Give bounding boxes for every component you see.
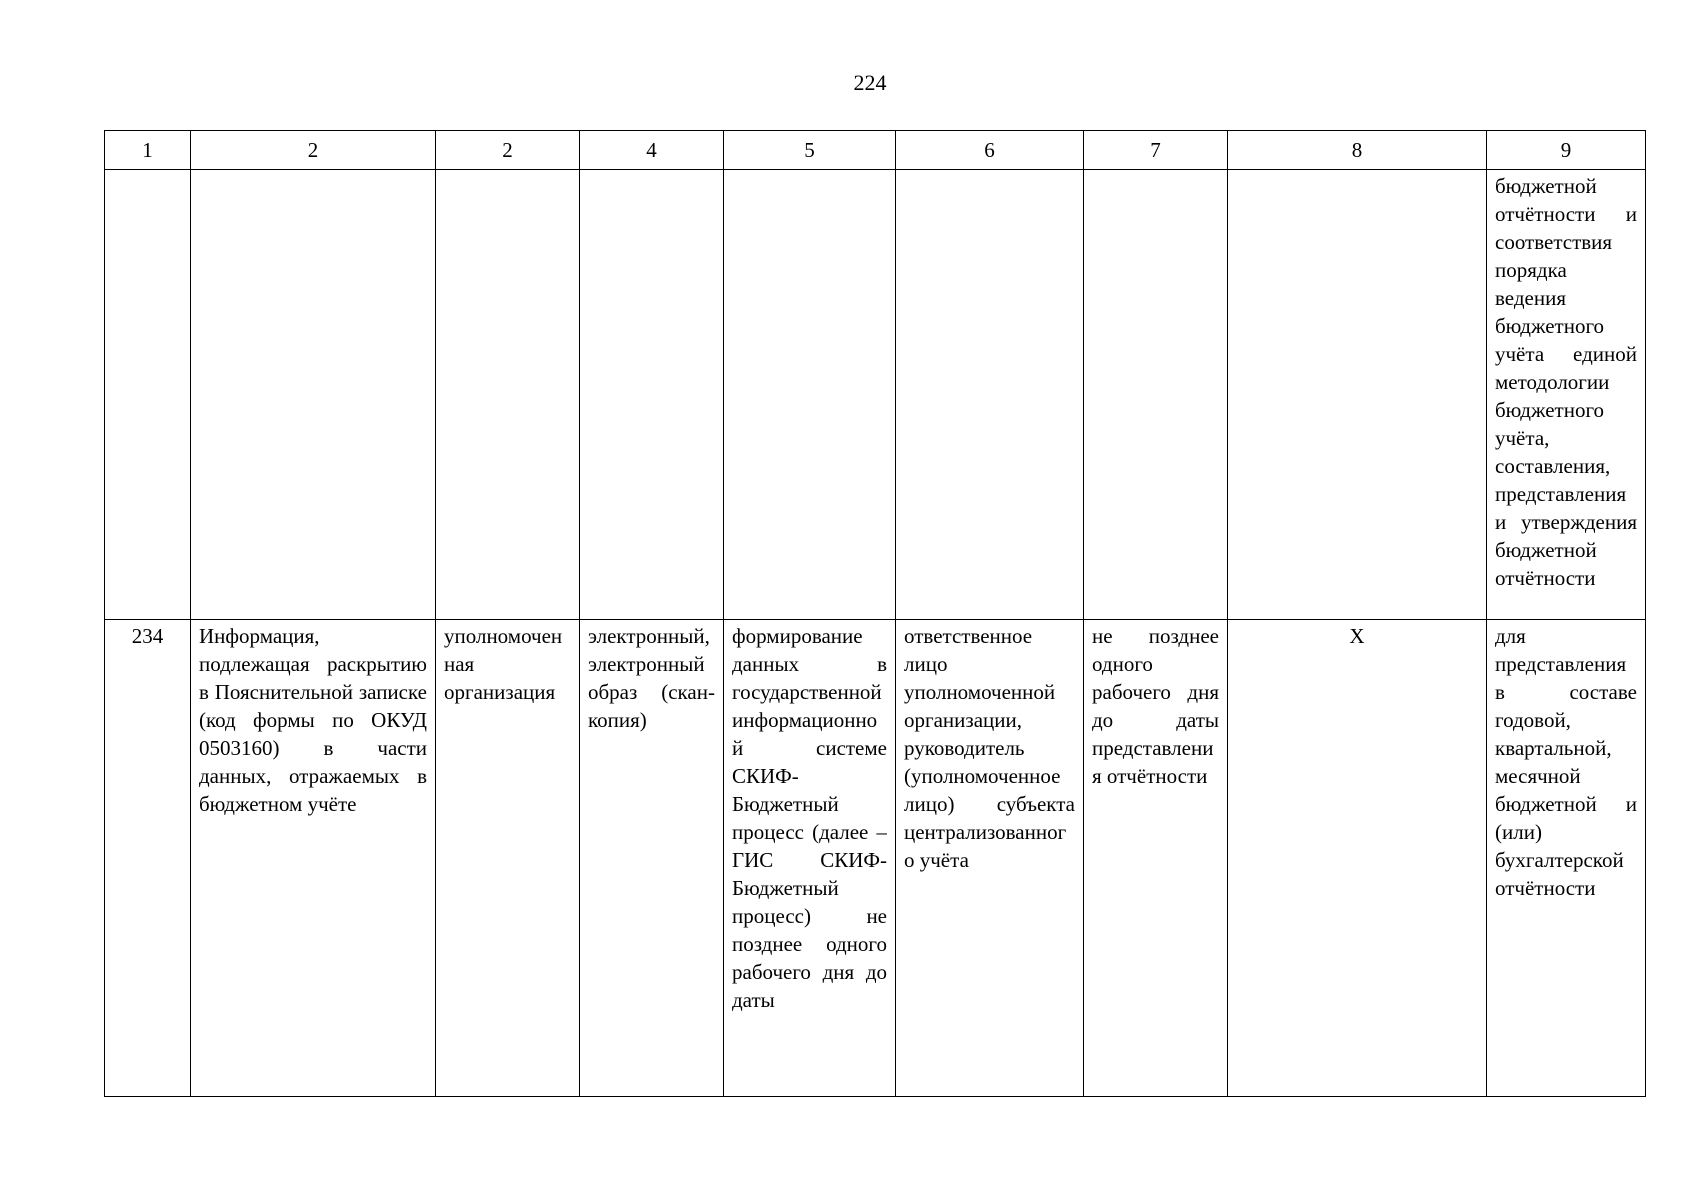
cell-procedure — [724, 620, 896, 1097]
cell-empty — [724, 170, 896, 620]
cell-empty — [436, 170, 580, 620]
cell-empty — [191, 170, 436, 620]
cell-responsible-org: уполномоченная организация — [436, 620, 580, 1097]
table-header-row — [105, 131, 1646, 170]
header-cell-1: 1 — [105, 131, 191, 170]
cell-procedure-text: формирование данных в государственной информационной системе СКИФ-Бюджетный процесс (далее – ГИС СКИФ-Бюджетный процесс) не позднее одного рабочего дня до даты — [732, 624, 887, 1012]
page-number: 224 — [853, 70, 887, 95]
cell-empty — [580, 170, 724, 620]
cell-format: электронный, электронный образ (скан-копия) — [580, 620, 724, 1097]
table-row-continuation — [105, 170, 1646, 620]
cell-empty — [105, 170, 191, 620]
cell-info-name: Информация, подлежащая раскрытию в Пояснительной записке (код формы по ОКУД 0503160) в части данных, отражаемых в бюджетном учёте — [191, 620, 436, 1097]
header-cell-7: 7 — [1084, 131, 1228, 170]
cell-row-number: 234 — [105, 620, 191, 1097]
cell-responsible-person: ответственное лицо уполномоченной организации, руководитель (уполномоченное лицо) субъекта централизованного учёта — [896, 620, 1084, 1097]
document-table — [104, 130, 1646, 1097]
header-cell-4: 4 — [580, 131, 724, 170]
cell-empty — [1084, 170, 1228, 620]
header-cell-6: 6 — [896, 131, 1084, 170]
header-cell-8: 8 — [1228, 131, 1487, 170]
header-cell-5: 5 — [724, 131, 896, 170]
header-cell-3: 2 — [436, 131, 580, 170]
cell-purpose-continuation: бюджетной отчётности и соответствия порядка ведения бюджетного учёта единой методологии бюджетного учёта, составления, представления и утверждения бюджетной отчётности — [1487, 170, 1646, 620]
header-cell-9: 9 — [1487, 131, 1646, 170]
cell-col8: X — [1228, 620, 1487, 1097]
header-cell-2: 2 — [191, 131, 436, 170]
cell-empty — [896, 170, 1084, 620]
cell-purpose: для представления в составе годовой, квартальной, месячной бюджетной и (или) бухгалтерской отчётности — [1487, 620, 1646, 1097]
cell-empty — [1228, 170, 1487, 620]
cell-deadline: не позднее одного рабочего дня до даты представления отчётности — [1084, 620, 1228, 1097]
table-row — [105, 620, 1646, 1097]
